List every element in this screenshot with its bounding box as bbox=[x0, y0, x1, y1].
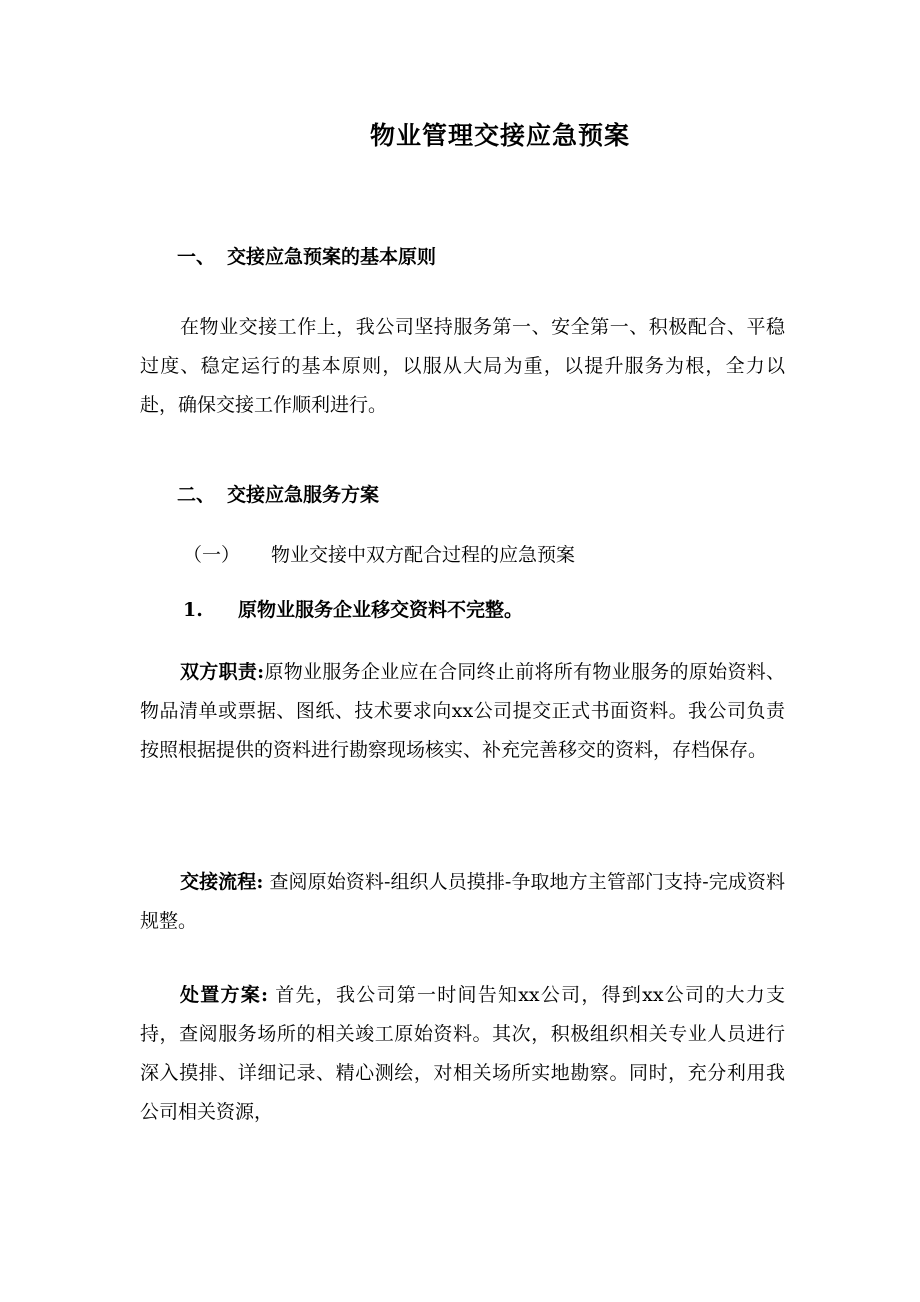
section-2-title: 交接应急服务方案 bbox=[227, 484, 380, 506]
responsibility-label: 双方职责: bbox=[180, 661, 265, 683]
process-text: 查阅原始资料-组织人员摸排-争取地方主管部门支持-完成资料规整。 bbox=[140, 871, 785, 932]
process-label: 交接流程: bbox=[180, 871, 264, 893]
plan-paragraph bbox=[140, 976, 785, 1132]
responsibility-paragraph bbox=[140, 653, 785, 770]
section-2-heading bbox=[177, 480, 379, 507]
section-2-number: 二、 bbox=[177, 484, 216, 506]
process-paragraph bbox=[140, 863, 785, 941]
item-1-title: 原物业服务企业移交资料不完整。 bbox=[238, 599, 524, 621]
document-title: 物业管理交接应急预案 bbox=[369, 121, 630, 150]
plan-label: 处置方案: bbox=[180, 984, 268, 1006]
subsection-1-number: （一） bbox=[183, 544, 241, 566]
subsection-1-heading bbox=[183, 540, 575, 567]
responsibility-text: 原物业服务企业应在合同终止前将所有物业服务的原始资料、物品清单或票据、图纸、技术要求向xx公司提交正式书面资料。我公司负责按照根据提供的资料进行勘察现场核实、补充完善移交的资料，存档保存。 bbox=[140, 661, 785, 761]
section-1-number: 一、 bbox=[177, 246, 216, 268]
item-1-number: 1. bbox=[183, 599, 203, 621]
subsection-1-title: 物业交接中双方配合过程的应急预案 bbox=[271, 544, 576, 566]
section-1-title: 交接应急预案的基本原则 bbox=[227, 246, 437, 268]
section-1-paragraph: 在物业交接工作上，我公司坚持服务第一、安全第一、积极配合、平稳过度、稳定运行的基本原则，以服从大局为重，以提升服务为根，全力以赴，确保交接工作顺利进行。 bbox=[140, 316, 785, 416]
section-1-heading bbox=[177, 242, 436, 269]
item-1-heading bbox=[183, 595, 523, 622]
plan-text: 首先，我公司第一时间告知xx公司，得到xx公司的大力支持，查阅服务场所的相关竣工原始资料。其次，积极组织相关专业人员进行深入摸排、详细记录、精心测绘，对相关场所实地勘察。同时，充分利用我公司相关资源， bbox=[140, 984, 786, 1123]
